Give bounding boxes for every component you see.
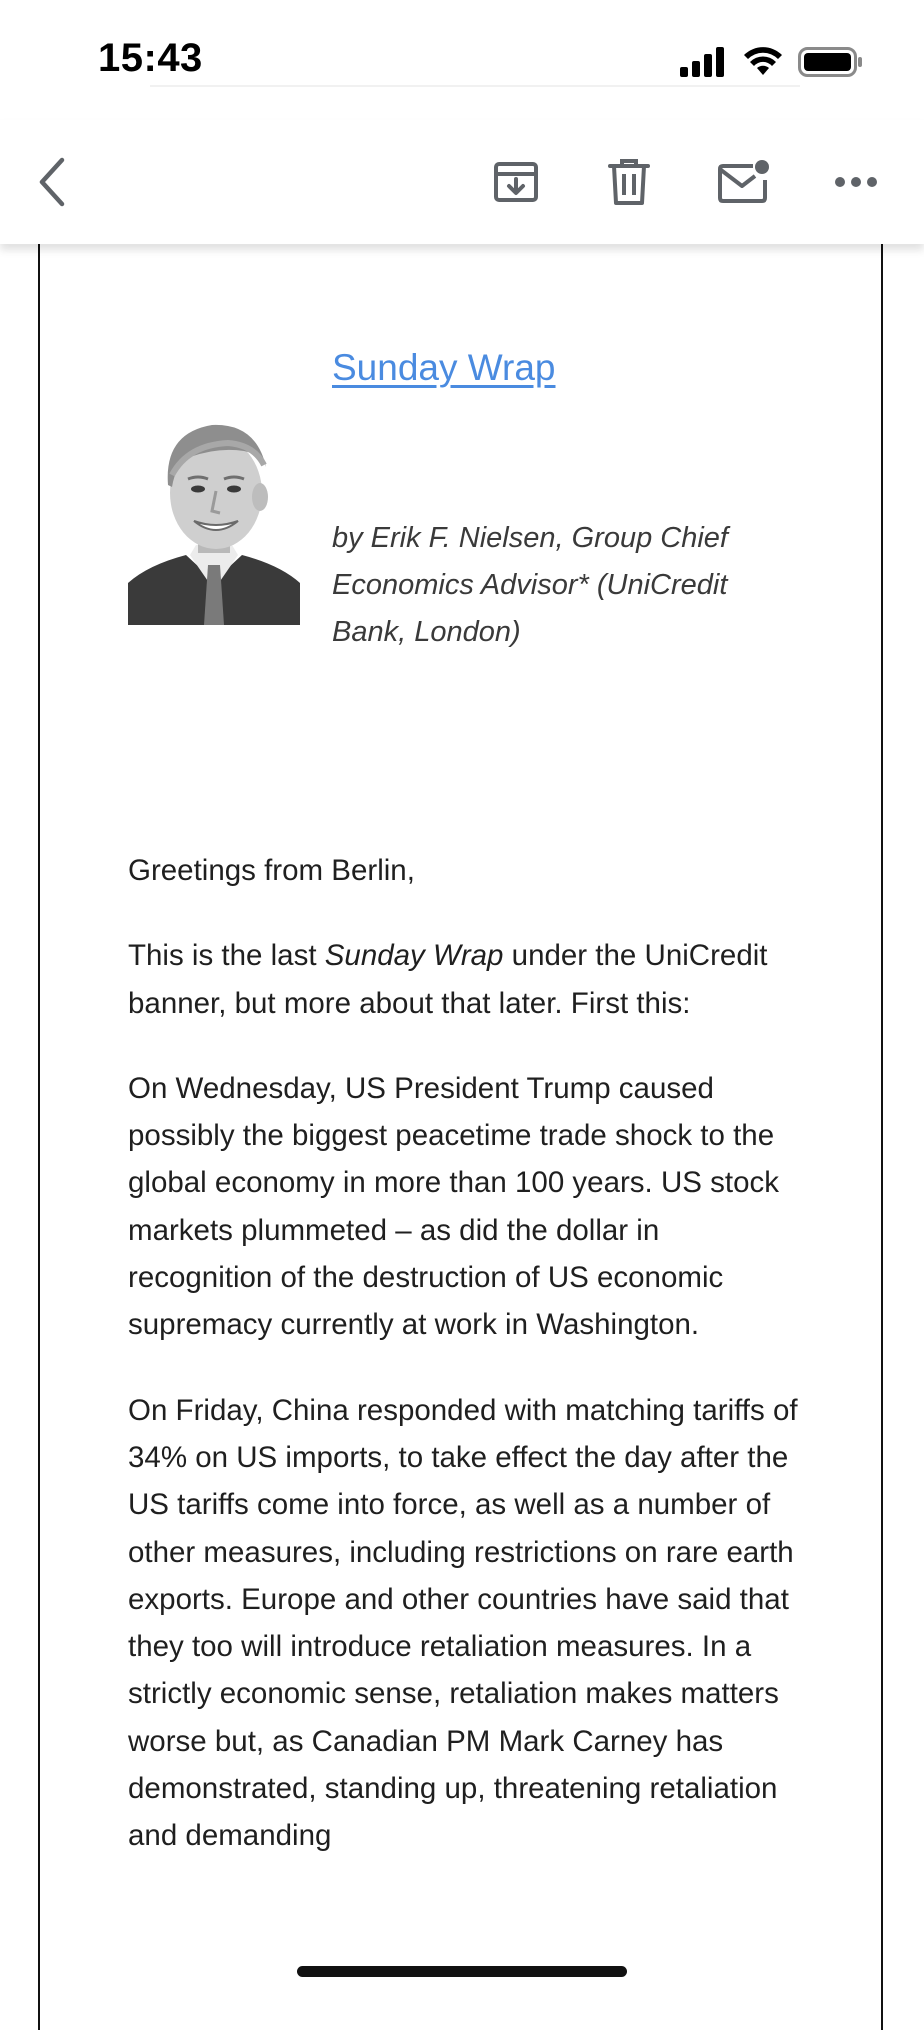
more-options-button[interactable] [822, 148, 890, 216]
author-byline: by Erik F. Nielsen, Group Chief Economics Advisor* (UniCredit Bank, London) [332, 522, 728, 648]
status-time: 15:43 [98, 36, 203, 80]
battery-icon [798, 47, 864, 77]
mail-unread-icon [717, 158, 771, 206]
email-toolbar [0, 120, 924, 244]
more-horizontal-icon [834, 175, 878, 189]
archive-button[interactable] [482, 148, 550, 216]
home-indicator[interactable] [297, 1966, 627, 1977]
trash-icon [607, 158, 651, 206]
newsletter-title-link[interactable]: Sunday Wrap [332, 347, 556, 388]
greeting-paragraph: Greetings from Berlin, [128, 854, 415, 887]
mark-unread-button[interactable] [710, 148, 778, 216]
delete-button[interactable] [595, 148, 663, 216]
intro-text-start: This is the last [128, 939, 325, 973]
author-photo [128, 405, 300, 625]
wifi-icon [744, 47, 782, 77]
intro-paragraph [128, 932, 808, 1027]
chevron-left-icon [32, 154, 72, 210]
intro-newsletter-name: Sunday Wrap [324, 939, 504, 973]
status-icons [680, 42, 864, 82]
intro-text-end: under the UniCredit banner, but more about that later. First this: [128, 939, 768, 1020]
back-button[interactable] [18, 148, 86, 216]
china-response-paragraph: On Friday, China responded with matching tariffs of 34% on US imports, to take effect the day after the US tariffs come into force, as well as a number of other measures, including restrictions on rare earth exports. Europe and other countries have said that they too will introduce retaliation measures. In a strictly economic sense, retaliation makes matters worse but, as Canadian PM Mark Carney has demonstrated, standing up, threatening retaliation and demanding [128, 1393, 798, 1853]
author-portrait-image [128, 405, 300, 625]
trade-shock-paragraph: On Wednesday, US President Trump caused possibly the biggest peacetime trade shock to the global economy in more than 100 years. US stock markets plummeted – as did the dollar in recognition of the destruction of US economic supremacy currently at work in Washington. [128, 1071, 779, 1342]
archive-icon [492, 158, 540, 206]
cellular-signal-icon [680, 47, 728, 77]
status-bar [0, 0, 924, 120]
status-divider [150, 85, 800, 87]
email-body-text [128, 847, 808, 1898]
